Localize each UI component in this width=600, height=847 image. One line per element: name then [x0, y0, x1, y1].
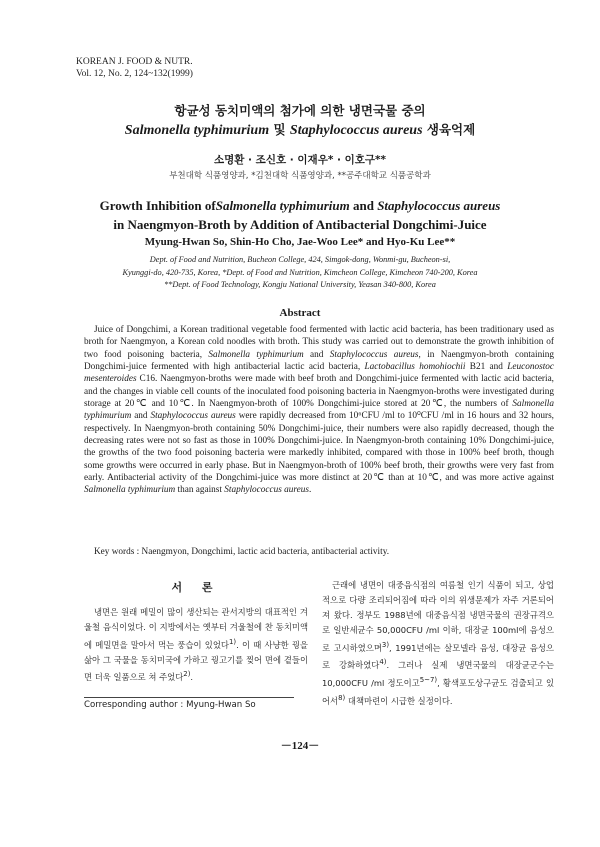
- korean-affiliations: 부천대학 식품영양과, *김천대학 식품영양과, **공주대학교 식품공학과: [169, 171, 431, 181]
- citation: 2): [183, 670, 191, 679]
- abstract-heading: Abstract: [279, 307, 321, 319]
- organism-name: Staphylococcus aureus: [289, 123, 423, 138]
- affiliation-line: Kyunggi-do, 420-735, Korea, *Dept. of Food and Nutrition, Kimcheon College, Kimcheon 740-200, Korea: [122, 267, 478, 277]
- english-title: [0, 196, 600, 234]
- title-and: and: [349, 198, 378, 213]
- corresponding-author-footnote: Corresponding author : Myung-Hwan So: [84, 700, 256, 710]
- page-number: －124－: [280, 740, 320, 752]
- affiliation-line: **Dept. of Food Technology, Kongju National University, Yeasan 340-800, Korea: [164, 280, 436, 289]
- title-suffix: 생육억제: [422, 122, 476, 137]
- organism-name: Salmonella typhimurium: [215, 198, 350, 213]
- conjunction: 및: [269, 122, 290, 137]
- organism-name: Salmonella typhimurium: [124, 123, 270, 138]
- english-title-line1: [0, 196, 600, 215]
- intro-right-column: 근래에 냉면이 대중음식점의 여름철 인기 식품이 되고, 상업적으로 다량 조리되어짐에 따라 이의 위생문제가 자주 거론되어져 왔다. 정부도 1988년에 대중음식점 냉면국물의 권장규격으로 일반세균수 50,000CFU /ml 이하, 대장균 100ml에 음성으로 고시하였으며$^{3)}$, 1991년에는 살모넬라 음성, 대장균 음성으로 강화하였다$^{4)}$. 그러나 실제 냉면국물의 대장균군수는 10,000CFU /ml 정도이고$^{5\sim 7)}$, 황색포도상구균도 검출되고 있어서$^{8)}$ 대책마련이 시급한 실정이다.: [322, 580, 555, 706]
- citation: 4): [379, 658, 387, 667]
- citation: 8): [338, 693, 346, 702]
- section-heading-introduction: 서 론: [171, 581, 221, 594]
- korean-title-line1: 항균성 동치미액의 첨가에 의한 냉면국물 중의: [174, 103, 426, 118]
- english-authors: Myung-Hwan So, Shin-Ho Cho, Jae-Woo Lee* and Hyo-Ku Lee**: [144, 236, 456, 248]
- korean-authors: 소명환 · 조신호 · 이재우* · 이호구**: [213, 154, 387, 166]
- journal-volume: Vol. 12, No. 2, 124~132(1999): [76, 69, 193, 79]
- keywords: Key words : Naengmyon, Dongchimi, lactic acid bacteria, antibacterial activity.: [94, 547, 390, 557]
- citation: 5~7): [419, 676, 438, 684]
- organism-name: Staphylococcus aureus: [377, 198, 501, 213]
- citation: 3): [381, 640, 390, 649]
- english-affiliations: [0, 254, 600, 292]
- journal-header: [76, 56, 193, 80]
- affiliation-line: Dept. of Food and Nutrition, Bucheon College, 424, Simgok-dong, Wonmi-gu, Bucheon-si,: [149, 255, 451, 264]
- intro-left-column: 냉면은 원래 메밀이 많이 생산되는 관서지방의 대표적인 겨울철 음식이었다. 이 지방에서는 옛부터 겨울철에 찬 동치미액에 메밀면을 말아서 먹는 풍습이 있었다$^{1)}$. 이 때 사냥한 꿩을 삶아 그 국물을 동치미국에 가하고 꿩고기를 찢어 면에 곁들이면 더욱 일품으로 쳐 주었다$^{2)}$.: [84, 607, 308, 683]
- korean-title-line2: [0, 120, 600, 139]
- citation: 1): [228, 637, 237, 646]
- abstract-body: Juice of Dongchimi, a Korean traditional vegetable food fermented with lactic acid bacteria, has been traditionary used as broth for Naengmyon, a Korean cold noodles with broth. This study was carried out to demonstrate the growth inhibition of two food poisoning bacteria, Salmonella typhimurium and Staphylococcus aureus, in Naengmyon-broth containing Dongchimi-juice fermented with high antibacterial lactic acid bacteria, Lactobacillus homohiochii B21 and Leuconostoc mesenteroides C16. Naengmyon-broths were made with beef broth and Dongchimi-juice fermented with lactic acid bacteria, and the changes in viable cell counts of the inoculated food poisoning bacteria in Naengmyon-broths were investigated during storage at 20℃ and 10℃. In Naengmyon-broth of 100% Dongchimi-juice stored at 20℃, the numbers of Salmonella typhimurium and Staphylococcus aureus were rapidly decreased from 10⁶CFU /ml to 10⁰CFU /ml in 16 hours and 32 hours, respectively. In Naengmyon-broth containing 50% Dongchimi-juice, their numbers were also rapidly decreased, though the decreasing rates were not so fast as those in 100% Dongchimi-juice. In Naengmyon-broth containing 10% Dongchimi-juice, the growths of the two food poisoning bacteria were markedly inhibited, compared with those in 100% beef broth, though some growths were occurred in early phase. But in Naengmyon-broth of 100% beef broth, their growths were very fast from early. Antibacterial activity of the Dongchimi-juice was more distinct at 20℃ than at 10℃, and was more active against Salmonella typhimurium than against Staphylococcus aureus.: [84, 325, 555, 496]
- footnote-divider: [84, 697, 294, 698]
- title-prefix: Growth Inhibition of: [99, 198, 216, 213]
- english-title-line2: in Naengmyon-Broth by Addition of Antibacterial Dongchimi-Juice: [113, 217, 487, 232]
- journal-name: KOREAN J. FOOD & NUTR.: [76, 57, 193, 67]
